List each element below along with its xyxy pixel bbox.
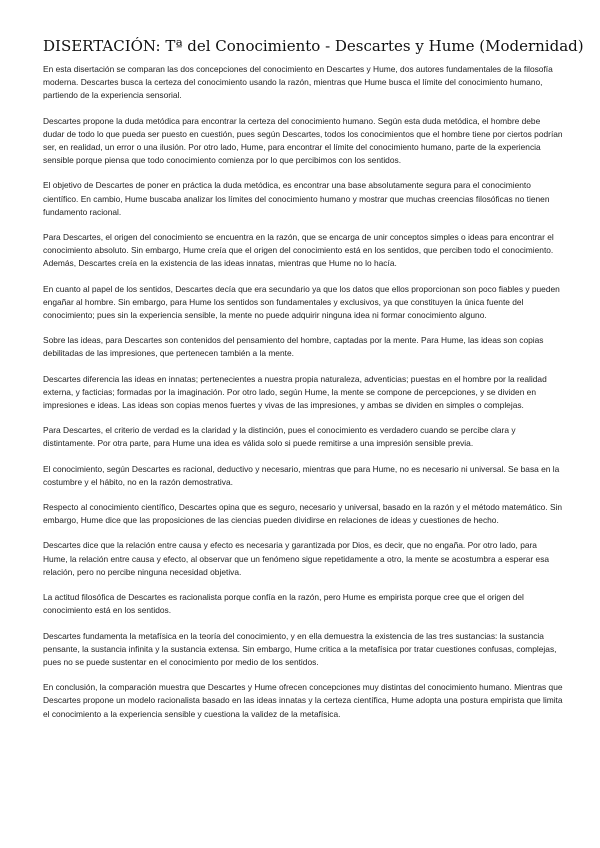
paragraph-introduction: En esta disertación se comparan las dos concepciones del conocimiento en Descartes y Hume, dos autores fundamentales de la filosofía moderna. Descartes busca la certeza del conocimiento usando la razón, mientras que Hume busca el límite del conocimiento humano, partiendo de la experiencia sensorial. [43,64,553,101]
paragraph-knowledge-nature: El conocimiento, según Descartes es racional, deductivo y necesario, mientras que para Hume, no es necesario ni universal. Se basa en la costumbre y el hábito, no en la razón demostrativa. [43,463,560,487]
document-page [43,35,584,733]
paragraph-scientific-knowledge: Respecto al conocimiento científico, Descartes opina que es seguro, necesario y universal, basado en la razón y el método matemático. Sin embargo, Hume dice que las proposiciones de las ciencias pueden dividirse en relaciones de ideas y cuestiones de hecho. [43,502,563,526]
document-title: DISERTACIÓN: Tª del Conocimiento - Descartes y Hume (Modernidad) [43,37,584,55]
paragraph-objective: El objetivo de Descartes de poner en práctica la duda metódica, es encontrar una base absolutamente segura para el conocimiento científico. En cambio, Hume buscaba analizar los límites del conocimiento humano y mostrar que muchas creencias filosóficas no tienen fundamento racional. [43,180,550,217]
paragraph-ideas: Sobre las ideas, para Descartes son contenidos del pensamiento del hombre, captadas por la mente. Para Hume, las ideas son copias debilitadas de las impresiones, que pertenecen también a la mente. [43,335,544,359]
paragraph-origin: Para Descartes, el origen del conocimiento se encuentra en la razón, que se encarga de unir conceptos simples o ideas para encontrar el conocimiento absoluto. Sin embargo, Hume creía que el origen del conocimiento está en los sentidos, que perciben todo el conocimiento. Además, Descartes creía en la existencia de las ideas innatas, mientras que Hume no lo hacía. [43,232,554,269]
paragraph-methodical-doubt: Descartes propone la duda metódica para encontrar la certeza del conocimiento humano. Según esta duda metódica, el hombre debe dudar de todo lo que pueda ser puesto en cuestión, pues según Descartes, todos los conocimientos que el hombre tiene por ciertos podrían ser, en realidad, un error o una ilusión. Por otro lado, Hume, para encontrar el límite del conocimiento humano, parte de la experiencia sensible porque piensa que todo conocimiento comienza por lo que percibimos con los sentidos. [43,115,563,166]
paragraph-idea-types: Descartes diferencia las ideas en innatas; pertenecientes a nuestra propia naturaleza, adventicias; puestas en el hombre por la realidad externa, y facticias; formadas por la imaginación. Por otro lado, según Hume, la mente se compone de percepciones, y se dividen en impresiones e ideas. Las ideas son copias menos fuertes y vivas de las impresiones, y ambas se dividen en simples o complejas. [43,373,547,411]
paragraph-metaphysics: Descartes fundamenta la metafísica en la teoría del conocimiento, y en ella demuestra la existencia de las tres sustancias: la sustancia pensante, la sustancia infinita y la sustancia extensa. Sin embargo, Hume critica a la metafísica por tratar cuestiones confusas, complejas, pues no se puede sustentar en el conocimiento por medio de los sentidos. [43,630,557,667]
paragraph-senses: En cuanto al papel de los sentidos, Descartes decía que era secundario ya que los datos que ellos proporcionan son poco fiables y pueden engañar al hombre. Sin embargo, para Hume los sentidos son fundamentales y exclusivos, ya que constituyen la única fuente del conocimiento; pues sin la experiencia sensible, la mente no puede adquirir ninguna idea ni formar conocimiento alguno. [43,283,560,321]
paragraph-philosophical-attitude: La actitud filosófica de Descartes es racionalista porque confía en la razón, pero Hume es empirista porque cree que el origen del conocimiento está en los sentidos. [43,592,524,616]
paragraph-truth-criterion: Para Descartes, el criterio de verdad es la claridad y la distinción, pues el conocimiento es verdadero cuando se percibe clara y distintamente. Por otra parte, para Hume una idea es válida solo si puede remitirse a una impresión sensible previa. [43,425,516,449]
paragraph-causality: Descartes dice que la relación entre causa y efecto es necesaria y garantizada por Dios, es decir, que no engaña. Por otro lado, para Hume, la relación entre causa y efecto, al observar que un fenómeno sigue repetidamente a otro, la mente se acostumbra a esperar esa relación, pero no percibe ninguna necesidad objetiva. [43,540,550,577]
paragraph-conclusion: En conclusión, la comparación muestra que Descartes y Hume ofrecen concepciones muy distintas del conocimiento humano. Mientras que Descartes propone un modelo racionalista basado en las ideas innatas y la certeza científica, Hume adopta una postura empirista que limita el conocimiento a la experiencia sensible y cuestiona la validez de la metafísica. [43,682,563,719]
